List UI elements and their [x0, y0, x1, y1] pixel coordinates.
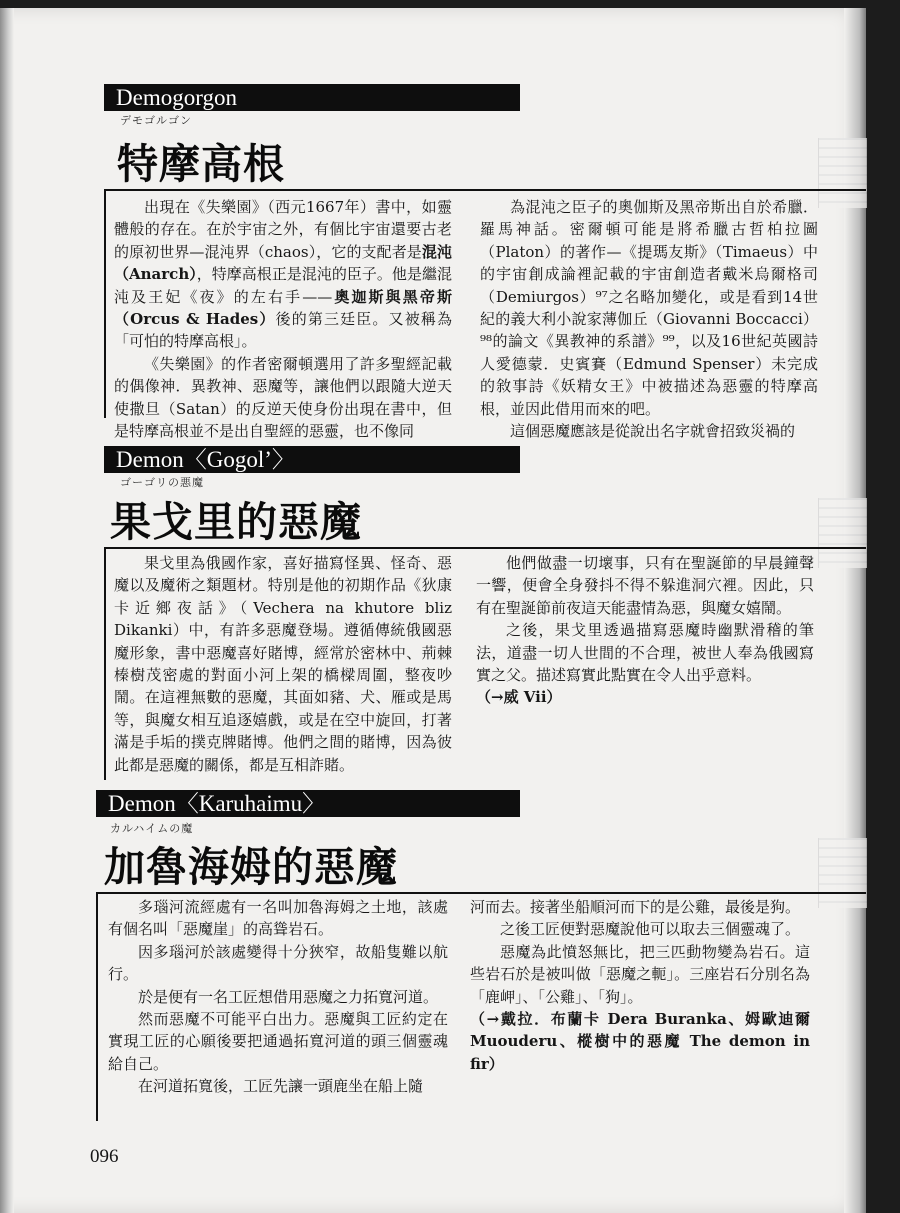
text-run: 之後，果戈里透過描寫惡魔時幽默滑稽的筆法，道盡一切人世間的不合理，被世人奉為俄國寫實之父。描述寫實此點實在令人出乎意料。 [476, 621, 814, 685]
entry-right-column [480, 196, 818, 442]
text-run: 於是便有一名工匠想借用惡魔之力拓寬河道。 [138, 987, 439, 1006]
entry-right-column [476, 552, 814, 709]
paragraph [470, 1008, 810, 1075]
paragraph [114, 353, 452, 443]
frame-line-top [104, 189, 866, 191]
entry-title: 特摩高根 [117, 140, 285, 188]
page-binding-shadow [0, 8, 14, 1213]
entry-left-column [114, 552, 452, 776]
entry-title: 加魯海姆的惡魔 [104, 843, 398, 891]
paragraph [476, 686, 814, 708]
bleed-through-text [818, 138, 867, 208]
frame-line-top [104, 547, 866, 549]
text-run: 因多瑙河於該處變得十分狹窄，故船隻難以航行。 [108, 942, 448, 984]
entry-header-bar: Demon〈Karuhaimu〉 [96, 790, 520, 817]
text-run: 後的第三廷臣。又被稱為「可怕的特摩高根」。 [114, 310, 452, 351]
text-run: 《失樂園》的作者密爾頓選用了許多聖經記載的偶像神．異教神、惡魔等，讓他們以跟隨大逆天使撒旦（Satan）的反逆天使身份出現在書中，但是特摩高根並不是出自聖經的惡靈，也不像同 [114, 354, 452, 441]
entry-kana: カルハイムの魔 [110, 822, 194, 835]
paragraph [480, 420, 818, 442]
bleed-through-text [818, 838, 867, 908]
text-run: 在河道拓寬後，工匠先讓一頭鹿坐在船上隨 [138, 1077, 424, 1096]
text-run: 出現在《失樂園》（西元1667年）書中，如靈體般的存在。在於宇宙之外，有個比宇宙還要古老的原初世界—混沌界（chaos），它的支配者是 [114, 198, 452, 261]
entry-left-column [114, 196, 452, 442]
entry-right-column [470, 896, 810, 1075]
paragraph [108, 1008, 448, 1075]
paragraph [114, 196, 452, 353]
paragraph [480, 196, 818, 420]
text-run: 果戈里為俄國作家，喜好描寫怪異、怪奇、惡魔以及魔術之類題材。特別是他的初期作品《狄康卡近鄉夜話》（Vechera na khutore bliz Dikanki）中，有許多惡魔登場。遵循傳統俄國惡魔形象，書中惡魔喜好賭博，經常於密林中、荊棘榛樹茂密處的對面小河上架的橋樑周圍，整夜吵鬧。在這裡無數的惡魔，其面如豬、犬、雁或是馬等，與魔女相互追逐嬉戲，或是在空中旋回，打著滿是手垢的撲克牌賭博。他們之間的賭博，因為彼此都是惡魔的關係，都是互相詐賭。 [114, 554, 452, 774]
frame-line-top [96, 892, 866, 894]
text-run: 之後工匠便對惡魔說他可以取去三個靈魂了。 [500, 920, 801, 939]
bold-text-run: （→威 Vii） [476, 688, 562, 707]
paragraph [476, 552, 814, 619]
entry-kana: デモゴルゴン [120, 114, 192, 127]
paragraph [114, 552, 452, 776]
frame-line-left [104, 548, 106, 780]
entry-title: 果戈里的惡魔 [110, 498, 362, 546]
text-run: 這個惡魔應該是從說出名字就會招致災禍的 [510, 422, 796, 441]
paragraph [108, 941, 448, 986]
entry-header-bar: Demogorgon [104, 84, 520, 111]
entry-header-bar: Demon〈Gogol’〉 [104, 446, 520, 473]
bold-text-run: 混沌（Anarch） [114, 242, 452, 284]
text-run: 為混沌之臣子的奧伽斯及黑帝斯出自於希臘．羅馬神話。密爾頓可能是將希臘古哲柏拉圖（Platon）的著作—《提瑪友斯》（Timaeus）中的宇宙創成論裡記載的宇宙創造者戴米烏爾格司（Demiurgos）⁹⁷之名略加變化，或是看到14世紀的義大利小說家薄伽丘（Giovanni Boccacci）⁹⁸的論文《異教神的系譜》⁹⁹，以及16世紀英國詩人愛德蒙．史賓賽（Edmund Spenser）未完成的敘事詩《妖精女王》中被描述為惡靈的特摩高根，並因此借用而來的吧。 [480, 198, 818, 418]
frame-line-left [104, 190, 106, 418]
bold-text-run: （→戴拉．布蘭卡 Dera Buranka、姆歐迪爾 Muouderu、樅樹中的惡魔 The demon in fir） [470, 1010, 810, 1073]
paragraph [470, 918, 810, 940]
entry-kana: ゴーゴリの悪魔 [120, 476, 204, 489]
text-run: ，特摩高根正是混沌的臣子。他是繼混沌及王妃《夜》的左右手—— [114, 265, 452, 306]
bleed-through-text [818, 498, 867, 568]
text-run: 然而惡魔不可能平白出力。惡魔與工匠約定在實現工匠的心願後要把通過拓寬河道的頭三個靈魂給自己。 [108, 1010, 448, 1073]
text-run: 多瑙河流經處有一名叫加魯海姆之土地，該處有個名叫「惡魔崖」的高聳岩石。 [108, 898, 448, 939]
paragraph [108, 986, 448, 1008]
text-run: 惡魔為此憤怒無比，把三匹動物變為岩石。這些岩石於是被叫做「惡魔之軛」。三座岩石分別名為「鹿岬」、「公雞」、「狗」。 [470, 942, 810, 1006]
text-run: 河而去。接著坐船順河而下的是公雞，最後是狗。 [470, 898, 801, 916]
bold-text-run: 奧迦斯與黑帝斯（Orcus & Hades） [114, 287, 452, 329]
paragraph [470, 896, 810, 918]
paragraph [108, 1075, 448, 1097]
frame-line-left [96, 893, 98, 1121]
paragraph [476, 619, 814, 686]
text-run: 他們做盡一切壞事，只有在聖誕節的早晨鐘聲一響，便會全身發抖不得不躲進洞穴裡。因此，只有在聖誕節前夜這天能盡情為惡，與魔女嬉鬧。 [476, 554, 814, 617]
entry-left-column [108, 896, 448, 1098]
page-number: 096 [90, 1146, 119, 1167]
paragraph [470, 941, 810, 1008]
book-page [0, 8, 866, 1213]
paragraph [108, 896, 448, 941]
